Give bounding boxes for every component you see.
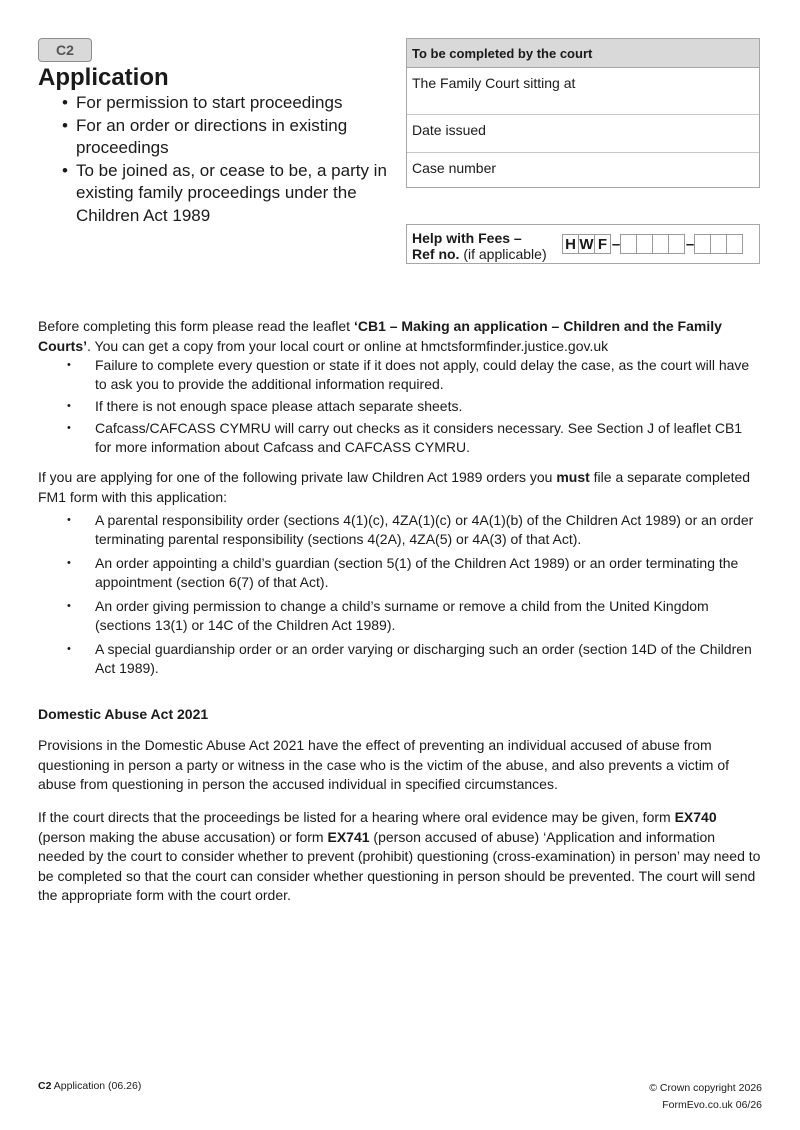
hwf-input-cell[interactable] <box>726 234 743 254</box>
court-sitting-label: The Family Court sitting at <box>412 75 576 91</box>
case-number-label: Case number <box>412 160 497 176</box>
dab-paragraph-2 <box>38 808 762 906</box>
form-ref-ex740: EX740 <box>674 809 717 825</box>
intro-paragraph <box>38 317 762 356</box>
list-item: • If there is not enough space please attach separate sheets. <box>38 397 762 416</box>
purpose-list <box>60 92 400 227</box>
purpose-item: • For permission to start proceedings <box>60 92 400 115</box>
list-item: • Cafcass/CAFCASS CYMRU will carry out checks as it considers necessary. See Section J of leaflet CB1 for more information about Cafcass and CAFCASS CYMRU. <box>38 419 762 457</box>
hwf-ref-note: (if applicable) <box>459 246 547 262</box>
hwf-dash: – <box>611 235 621 253</box>
dab-text: (person making the abuse accusation) or form <box>38 828 328 845</box>
footer-form-name: Application (06.26) <box>51 1080 142 1092</box>
hwf-ref-label: Ref no. <box>412 246 460 262</box>
purpose-item: • For an order or directions in existing proceedings <box>60 115 400 160</box>
form-ref-ex741: EX741 <box>327 828 370 845</box>
purpose-item: • To be joined as, or cease to be, a party in existing family proceedings under the Children Act 1989 <box>60 160 400 228</box>
intro-text-after: . You can get a copy from your local court or online at hmctsformfinder.justice.gov.uk <box>87 337 609 354</box>
copyright-text: © Crown copyright 2026 <box>649 1082 762 1094</box>
fm1-paragraph <box>38 468 762 507</box>
hwf-title: Help with Fees – <box>412 230 522 246</box>
footer-form-id <box>38 1080 141 1092</box>
list-item: • Failure to complete every question or state if it does not apply, could delay the case, as the court will have to ask you to provide the additional information required. <box>38 356 762 394</box>
page-title: Application <box>38 64 169 91</box>
footer-code: C2 <box>38 1080 52 1092</box>
hwf-dash: – <box>685 235 695 253</box>
dab-text: If the court directs that the proceedings be listed for a hearing where oral evidence may be given, form <box>38 809 675 825</box>
list-item: • An order appointing a child’s guardian (section 5(1) of the Children Act 1989) or an order terminating the appointment (section 6(7) of that Act). <box>38 554 762 592</box>
intro-bullet-list <box>38 356 762 460</box>
date-issued-label: Date issued <box>412 122 486 138</box>
hwf-prefix-cell: H <box>562 234 579 254</box>
fm1-text-after: file a separate completed FM1 form with this application: <box>38 469 751 505</box>
court-sitting-field[interactable] <box>407 68 759 115</box>
section-heading: Domestic Abuse Act 2021 <box>38 706 209 722</box>
hwf-input-cell[interactable] <box>636 234 653 254</box>
case-number-field[interactable] <box>407 153 759 189</box>
help-with-fees-box <box>406 224 760 264</box>
hwf-input-cell[interactable] <box>620 234 637 254</box>
hwf-prefix-cell: F <box>594 234 611 254</box>
dab-paragraph-1: Provisions in the Domestic Abuse Act 2021 have the effect of preventing an individual accused of abuse from questioning in person a party or witness in the case who is the victim of the abuse, and also prevents a victim of abuse from questioning in person the accused individual in specified circumstances. <box>38 737 730 792</box>
hwf-input-cell[interactable] <box>710 234 727 254</box>
leaflet-name: ‘CB1 – Making an application – Children and the Family Courts’ <box>38 318 722 354</box>
hwf-input-cell[interactable] <box>668 234 685 254</box>
fm1-text: If you are applying for one of the following private law Children Act 1989 orders you <box>38 469 557 485</box>
list-item: • A parental responsibility order (sections 4(1)(c), 4ZA(1)(c) or 4A(1)(b) of the Children Act 1989) or an order terminating parental responsibility (sections 4(2A), 4ZA(5) or 4A(3) of that Act). <box>38 511 762 549</box>
court-box-heading: To be completed by the court <box>407 39 759 68</box>
list-item: • A special guardianship order or an order varying or discharging such an order (section 14D of the Children Act 1989). <box>38 640 762 678</box>
fm1-must: must <box>556 469 590 485</box>
intro-text: Before completing this form please read the leaflet <box>38 318 354 334</box>
form-code-badge: C2 <box>38 38 92 62</box>
dab-text: (person accused of abuse) ‘Application and information needed by the court to consider whether to prevent (prohibit) questioning (cross-examination) in person’ may need to be completed so that the court can consider whether questioning in person should be prevented. The court will send the appropriate form with the court order. <box>38 828 761 903</box>
hwf-input-cell[interactable] <box>652 234 669 254</box>
date-issued-field[interactable] <box>407 115 759 153</box>
source-text: FormEvo.co.uk 06/26 <box>662 1099 762 1111</box>
fm1-order-list <box>38 511 762 683</box>
list-item: • An order giving permission to change a child’s surname or remove a child from the United Kingdom (sections 13(1) or 14C of the Children Act 1989). <box>38 597 762 635</box>
court-use-box <box>406 38 760 188</box>
hwf-prefix-cell: W <box>579 236 594 253</box>
hwf-label <box>412 230 547 262</box>
footer-copyright <box>649 1080 762 1114</box>
hwf-input-cell[interactable] <box>694 234 711 254</box>
hwf-reference-cells <box>563 233 743 255</box>
